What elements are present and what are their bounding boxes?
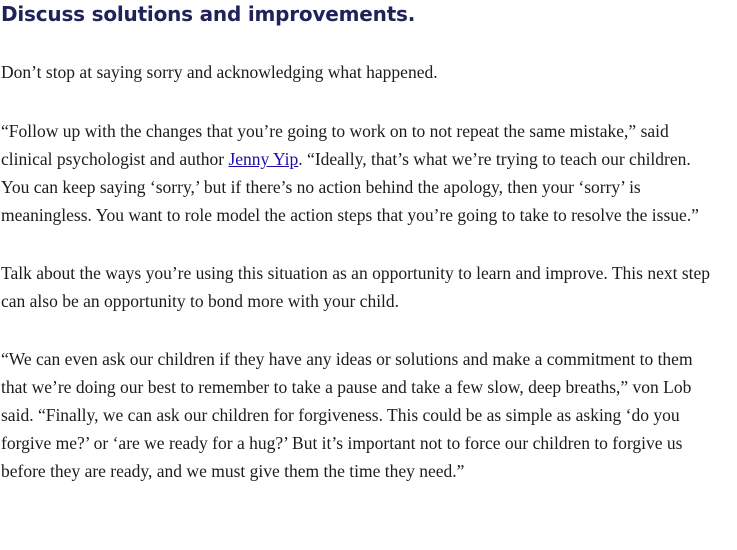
paragraph-learn-improve: Talk about the ways you’re using this situation as an opportunity to learn and improve. This next step can also be an opportunity to bond more with your child. — [1, 263, 711, 311]
paragraph-quote-yip — [1, 117, 721, 229]
paragraph-intro: Don’t stop at saying sorry and acknowledging what happened. — [1, 62, 438, 82]
section-heading: Discuss solutions and improvements. — [1, 2, 416, 26]
jenny-yip-link[interactable]: Jenny Yip — [228, 149, 299, 169]
paragraph-text-after-link: . “Ideally, that’s what we’re trying to teach our children. You can keep saying ‘sorry,’ but if there’s no action behind the apology, then your ‘sorry’ is meaningless. You want to role model the action steps that you’re going to take to resolve the issue.” — [1, 149, 699, 225]
article-body — [1, 0, 721, 485]
paragraph-quote-von-lob: “We can even ask our children if they have any ideas or solutions and make a commitment to them that we’re doing our best to remember to take a pause and take a few slow, deep breaths,” von Lob said. “Finally, we can ask our children for forgiveness. This could be as simple as asking ‘do you forgive me?’ or ‘are we ready for a hug?’ But it’s important not to force our children to forgive us before they are ready, and we must give them the time they need.” — [1, 349, 693, 481]
paragraph-text-before-link: “Follow up with the changes that you’re going to work on to not repeat the same mistake,” said clinical psychologist and author — [1, 121, 669, 169]
